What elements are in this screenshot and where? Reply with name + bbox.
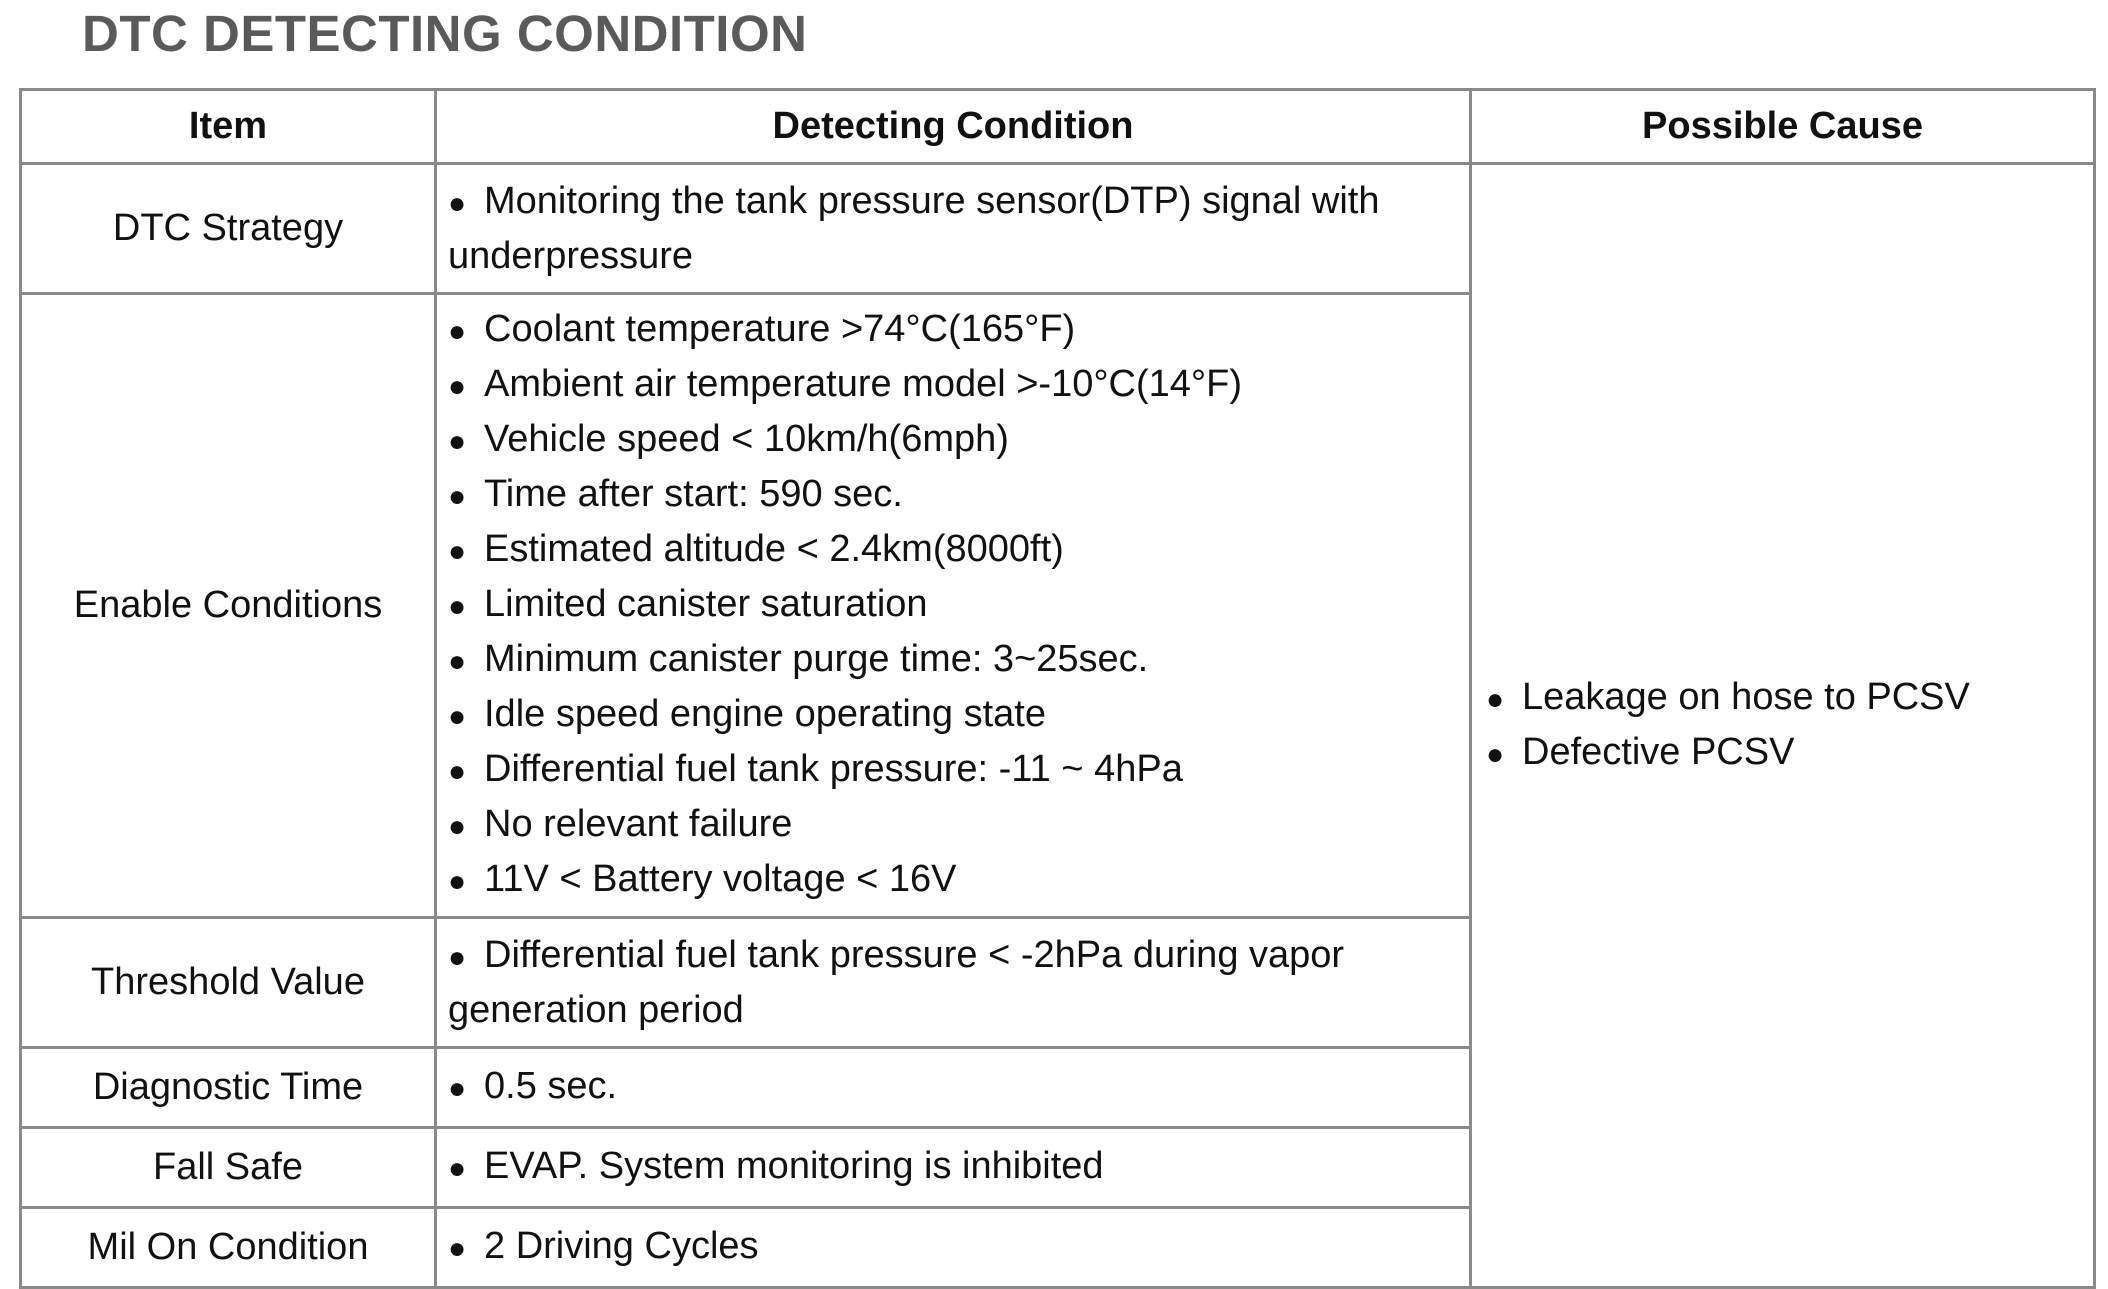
condition-dtc-strategy (436, 164, 1471, 294)
item-threshold-value: Threshold Value (21, 918, 436, 1048)
item-enable-conditions: Enable Conditions (21, 294, 436, 918)
condition-line: ● Time after start: 590 sec. (448, 468, 1457, 523)
condition-fall-safe (436, 1128, 1471, 1208)
condition-line: ● Idle speed engine operating state (448, 688, 1457, 743)
possible-cause-cell (1471, 164, 2095, 1288)
condition-line: ● EVAP. System monitoring is inhibited (448, 1140, 1457, 1195)
page-title: DTC DETECTING CONDITION (82, 5, 808, 62)
condition-line: ● Coolant temperature >74°C(165°F) (448, 303, 1457, 358)
bullet-icon: ● (448, 315, 467, 348)
bullet-icon: ● (448, 370, 467, 403)
cause-line: ● Leakage on hose to PCSV (1486, 671, 2081, 726)
condition-line: ● 11V < Battery voltage < 16V (448, 853, 1457, 908)
bullet-icon: ● (448, 1152, 467, 1185)
condition-line: ● No relevant failure (448, 798, 1457, 853)
header-detecting-condition: Detecting Condition (436, 90, 1471, 164)
item-fall-safe: Fall Safe (21, 1128, 436, 1208)
bullet-icon: ● (448, 590, 467, 623)
condition-diagnostic-time (436, 1048, 1471, 1128)
bullet-icon: ● (448, 480, 467, 513)
bullet-icon: ● (448, 186, 467, 220)
bullet-icon: ● (448, 700, 467, 733)
bullet-icon: ● (448, 535, 467, 568)
bullet-icon: ● (448, 645, 467, 678)
condition-line: ● Differential fuel tank pressure: -11 ~ 4hPa (448, 743, 1457, 798)
item-dtc-strategy: DTC Strategy (21, 164, 436, 294)
condition-line: ● Monitoring the tank pressure sensor(DTP) signal with underpressure (448, 175, 1457, 283)
table-header-row (21, 90, 2095, 164)
item-mil-on-condition: Mil On Condition (21, 1208, 436, 1288)
bullet-icon: ● (448, 865, 467, 898)
condition-line: ● 0.5 sec. (448, 1060, 1457, 1115)
condition-line: ● Limited canister saturation (448, 578, 1457, 633)
condition-line: ● 2 Driving Cycles (448, 1220, 1457, 1275)
condition-line: ● Differential fuel tank pressure < -2hPa during vapor generation period (448, 929, 1457, 1037)
dtc-condition-table (19, 88, 2096, 1289)
bullet-icon: ● (1486, 737, 1505, 771)
bullet-icon: ● (448, 755, 467, 788)
header-possible-cause: Possible Cause (1471, 90, 2095, 164)
condition-line: ● Vehicle speed < 10km/h(6mph) (448, 413, 1457, 468)
bullet-icon: ● (448, 425, 467, 458)
bullet-icon: ● (448, 1232, 467, 1265)
condition-threshold-value (436, 918, 1471, 1048)
condition-line: ● Minimum canister purge time: 3~25sec. (448, 633, 1457, 688)
bullet-icon: ● (448, 940, 467, 974)
table-row (21, 164, 2095, 294)
header-item: Item (21, 90, 436, 164)
cause-line: ● Defective PCSV (1486, 726, 2081, 781)
condition-enable-conditions (436, 294, 1471, 918)
condition-mil-on-condition (436, 1208, 1471, 1288)
bullet-icon: ● (448, 810, 467, 843)
item-diagnostic-time: Diagnostic Time (21, 1048, 436, 1128)
condition-line: ● Estimated altitude < 2.4km(8000ft) (448, 523, 1457, 578)
bullet-icon: ● (448, 1072, 467, 1105)
bullet-icon: ● (1486, 682, 1505, 716)
condition-line: ● Ambient air temperature model >-10°C(14°F) (448, 358, 1457, 413)
